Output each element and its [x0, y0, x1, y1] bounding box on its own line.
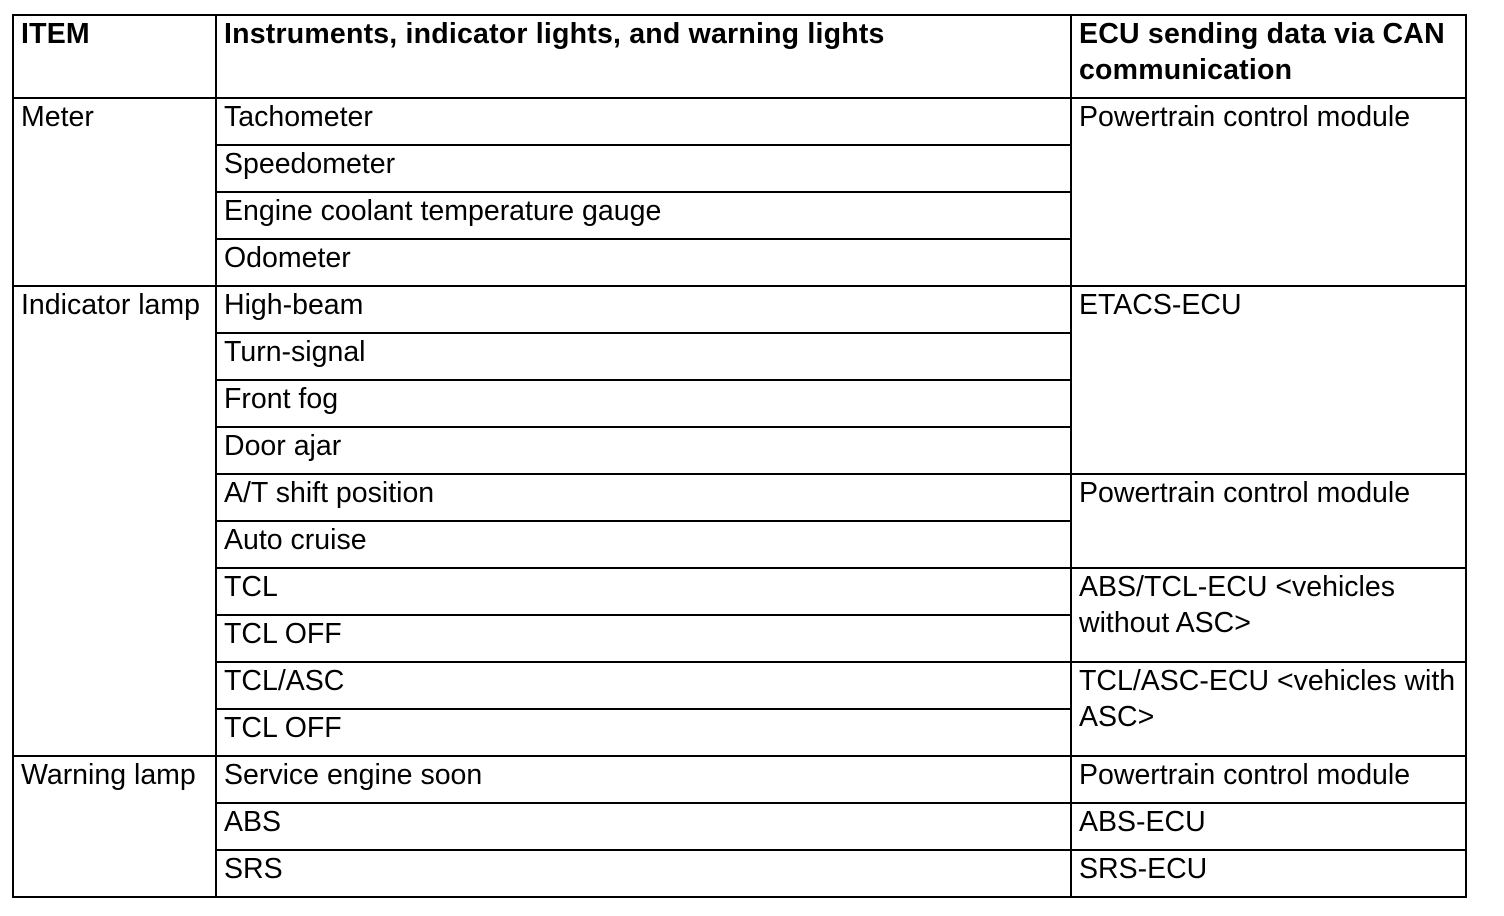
ecu-cell: Powertrain control module	[1071, 756, 1466, 803]
table-row	[13, 803, 1466, 850]
group-indicator-lamp: Indicator lamp	[13, 286, 216, 756]
instrument-cell: Speedometer	[216, 145, 1071, 192]
ecu-cell: ABS/TCL-ECU <vehicles without ASC>	[1071, 568, 1466, 662]
instrument-cell: Front fog	[216, 380, 1071, 427]
instrument-cell: Auto cruise	[216, 521, 1071, 568]
table-row	[13, 850, 1466, 897]
header-item: ITEM	[13, 15, 216, 98]
table-row	[13, 286, 1466, 333]
instrument-cell: SRS	[216, 850, 1071, 897]
table-header-row	[13, 15, 1466, 98]
instrument-cell: Odometer	[216, 239, 1071, 286]
instrument-cell: Turn-signal	[216, 333, 1071, 380]
instrument-cell: TCL/ASC	[216, 662, 1071, 709]
instrument-cell: TCL OFF	[216, 615, 1071, 662]
table-row	[13, 474, 1466, 521]
instrument-cell: Service engine soon	[216, 756, 1071, 803]
header-ecu: ECU sending data via CAN communication	[1071, 15, 1466, 98]
ecu-cell: ABS-ECU	[1071, 803, 1466, 850]
group-warning-lamp: Warning lamp	[13, 756, 216, 897]
can-data-table	[12, 14, 1467, 898]
instrument-cell: TCL	[216, 568, 1071, 615]
instrument-cell: A/T shift position	[216, 474, 1071, 521]
instrument-cell: Tachometer	[216, 98, 1071, 145]
ecu-cell: Powertrain control module	[1071, 474, 1466, 568]
table-row	[13, 568, 1466, 615]
instrument-cell: TCL OFF	[216, 709, 1071, 756]
table-row	[13, 756, 1466, 803]
table-row	[13, 98, 1466, 145]
ecu-cell: ETACS-ECU	[1071, 286, 1466, 474]
header-instruments: Instruments, indicator lights, and warning lights	[216, 15, 1071, 98]
ecu-cell: Powertrain control module	[1071, 98, 1466, 286]
table-row	[13, 662, 1466, 709]
group-meter: Meter	[13, 98, 216, 286]
instrument-cell: ABS	[216, 803, 1071, 850]
instrument-cell: Engine coolant temperature gauge	[216, 192, 1071, 239]
instrument-cell: High-beam	[216, 286, 1071, 333]
ecu-cell: SRS-ECU	[1071, 850, 1466, 897]
ecu-cell: TCL/ASC-ECU <vehicles with ASC>	[1071, 662, 1466, 756]
instrument-cell: Door ajar	[216, 427, 1071, 474]
